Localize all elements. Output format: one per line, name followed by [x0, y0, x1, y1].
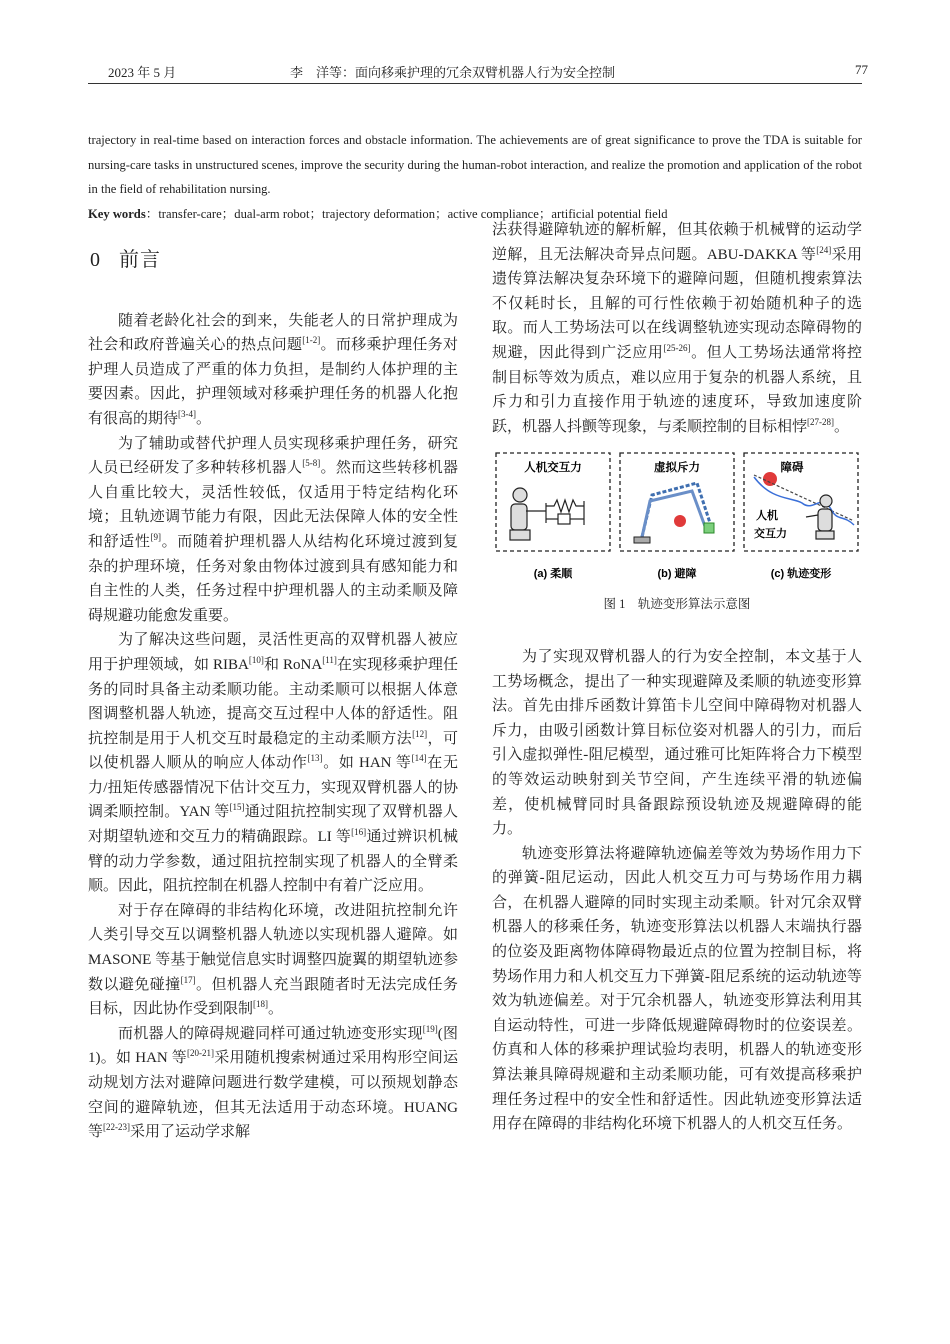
citation: [27-28] [807, 416, 835, 427]
header-rule [88, 83, 862, 84]
citation: [18] [253, 999, 269, 1010]
header-running-title: 李 洋等：面向移乘护理的冗余双臂机器人行为安全控制 [290, 65, 616, 80]
header-page-number: 77 [855, 62, 868, 77]
paragraph-7: 为了实现双臂机器人的行为安全控制，本文基于人工势场概念，提出了一种实现避障及柔顺的轨迹变形算法。首先由排斥函数计算笛卡儿空间中障碍物对机器人斥力，由吸引函数计算目标位姿对机器人的引力，而后引入虚拟弹性-阻尼模型，通过雅可比矩阵将合力下模型的等效运动映射到关节空间，产生连续平滑的轨迹偏差，使机械臂同时具备跟踪预设轨迹及规避障碍的能力。 [492, 648, 862, 838]
section-heading [90, 248, 458, 273]
citation: [9] [150, 531, 162, 542]
citation: [19] [422, 1023, 438, 1034]
left-column [88, 248, 458, 1145]
panel-c-label-2b: 交互力 [754, 528, 787, 541]
citation: [24] [816, 244, 832, 255]
citation: [25-26] [663, 342, 691, 353]
citation: [14] [411, 753, 427, 764]
panel-c-label-2a: 人机 [756, 510, 778, 523]
paragraph-5: 而机器人的障碍规避同样可通过轨迹变形实现[19](图 1)。如 HAN 等[20-21]采用随机搜索树通过采用构形空间运动规划方法对避障问题进行数学建模，可以预规划静态空间的避障轨迹，但其无法适用于动态环境。HUANG 等[22-23]采用了运动学求解 [88, 1023, 458, 1141]
obstacle-icon [674, 515, 686, 527]
keywords-label: Key words [88, 206, 146, 221]
paragraph-3: 为了解决这些问题，灵活性更高的双臂机器人被应用于护理领域，如 RIBA[10]和 RoNA[11]在实现移乘护理任务的同时具备主动柔顺功能。主动柔顺可以根据人体意图调整机器人轨迹，提高交互过程中人体的舒适性。阻抗控制是用于人机交互时最稳定的主动柔顺方法[12]，可以使机器人顺从的响应人体动作[13]。如 HAN 等[14]在无力/扭矩传感器情况下估计交互力，实现双臂机器人的协调柔顺控制。YAN 等[15]通过阻抗控制实现了双臂机器人对期望轨迹和交互力的精确跟踪。LI 等[16]通过辨识机械臂的动力学参数，通过阻抗控制实现了机器人的全臂柔顺。因此，阻抗控制在机器人控制中有着广泛应用。 [88, 632, 458, 895]
obstacle-icon [763, 472, 777, 486]
figure-1-caption: 图 1 轨迹变形算法示意图 [603, 597, 751, 612]
right-column [492, 218, 862, 1137]
citation: [16] [351, 827, 367, 838]
figure-1 [492, 451, 862, 617]
keywords-text: ：transfer-care；dual-arm robot；trajectory deformation；active compliance；artificial potential field [145, 206, 668, 221]
abstract-block [88, 128, 862, 226]
citation: [3-4] [178, 408, 197, 419]
panel-c-caption: (c) 轨迹变形 [770, 568, 832, 581]
citation: [12] [412, 728, 428, 739]
person-icon [510, 488, 546, 540]
panel-c-label: 障碍 [780, 462, 804, 475]
abstract-text: trajectory in real-time based on interaction forces and obstacle information. The achievements are of great significance to prove the TDA is suitable for nursing-care tasks in unstructured scenes, improve the security during the human-robot interaction, and realize the promotion and application of the robot in the field of rehabilitation nursing. [88, 133, 862, 197]
figure-1-illustration [492, 451, 862, 586]
spring-damper-icon [546, 500, 584, 525]
citation: [15] [229, 802, 245, 813]
citation: [10] [248, 654, 264, 665]
section-title: 前言 [119, 249, 161, 271]
header-date: 2023 年 5 月 [108, 65, 177, 80]
panel-b-label: 虚拟斥力 [654, 462, 700, 475]
citation: [11] [322, 654, 337, 665]
panel-b-caption: (b) 避障 [657, 568, 697, 581]
citation: [22-23] [103, 1122, 131, 1133]
citation: [1-2] [302, 335, 321, 346]
citation: [13] [307, 753, 323, 764]
paragraph-4: 对于存在障碍的非结构化环境，改进阻抗控制允许人类引导交互以调整机器人轨迹以实现机器人避障。如 MASONE 等基于触觉信息实时调整四旋翼的期望轨迹参数以避免碰撞[17]。但机器人充当跟随者时无法完成任务目标，因此协作受到限制[18]。 [88, 902, 458, 1018]
citation: [5-8] [302, 458, 321, 469]
target-icon [704, 523, 714, 533]
panel-a-caption: (a) 柔顺 [533, 568, 573, 581]
person-icon [806, 495, 834, 539]
robot-arm-icon [634, 483, 710, 543]
section-number: 0 [90, 249, 101, 271]
citation: [17] [180, 974, 196, 985]
citation: [20-21] [187, 1048, 214, 1059]
paragraph-2: 为了辅助或替代护理人员实现移乘护理任务，研究人员已经研发了多种转移机器人[5-8]。然而这些转移机器人自重比较大，灵活性较低，仅适用于特定结构化环境；且轨迹调节能力有限，因此无法保障人体的安全性和舒适性[9]。而随着护理机器人从结构化环境过渡到复杂的护理环境，任务对象由物体过渡到具有感知能力和自主性的人类，任务过程中护理机器人的主动柔顺及障碍规避功能愈发重要。 [88, 435, 458, 624]
panel-a-label: 人机交互力 [524, 462, 582, 475]
paragraph-8: 轨迹变形算法将避障轨迹偏差等效为势场作用力下的弹簧-阻尼运动，因此人机交互力可与势场作用力耦合，在机器人避障的同时实现主动柔顺。针对冗余双臂机器人的移乘任务，轨迹变形算法以机器人末端执行器的位姿及距离物体障碍物最近点的位置为控制目标，将势场作用力和人机交互力下弹簧-阻尼系统的运动轨迹等效为轨迹偏差。对于冗余机器人，轨迹变形算法利用其自运动特性，可进一步降低规避障碍物时的位姿误差。仿真和人体的移乘护理试验均表明，机器人的轨迹变形算法兼具障碍规避和主动柔顺功能，可有效提高移乘护理任务过程中的安全性和舒适性。因此轨迹变形算法适用存在障碍的非结构化环境下机器人的人机交互任务。 [492, 845, 862, 1133]
paragraph-6: 法获得避障轨迹的解析解，但其依赖于机械臂的运动学逆解，且无法解决奇异点问题。ABU-DAKKA 等[24]采用遗传算法解决复杂环境下的避障问题，但随机搜索算法不仅耗时长，且解的可行性依赖于初始随机种子的选取。而人工势场法可以在线调整轨迹实现动态障碍物的规避，因此得到广泛应用[25-26]。但人工势场法通常将控制目标等效为质点，难以应用于复杂的机器人系统，且斥力和引力直接作用于轨迹的速度环，导致加速度阶跃，机器人抖颤等现象，与柔顺控制的目标相悖[27-28]。 [492, 222, 862, 435]
paragraph-1: 随着老龄化社会的到来，失能老人的日常护理成为社会和政府普遍关心的热点问题[1-2]。而移乘护理任务对护理人员造成了严重的体力负担，是制约人体护理的主要因素。因此，护理领域对移乘护理任务的机器人化抱有很高的期待[3-4]。 [88, 312, 458, 427]
